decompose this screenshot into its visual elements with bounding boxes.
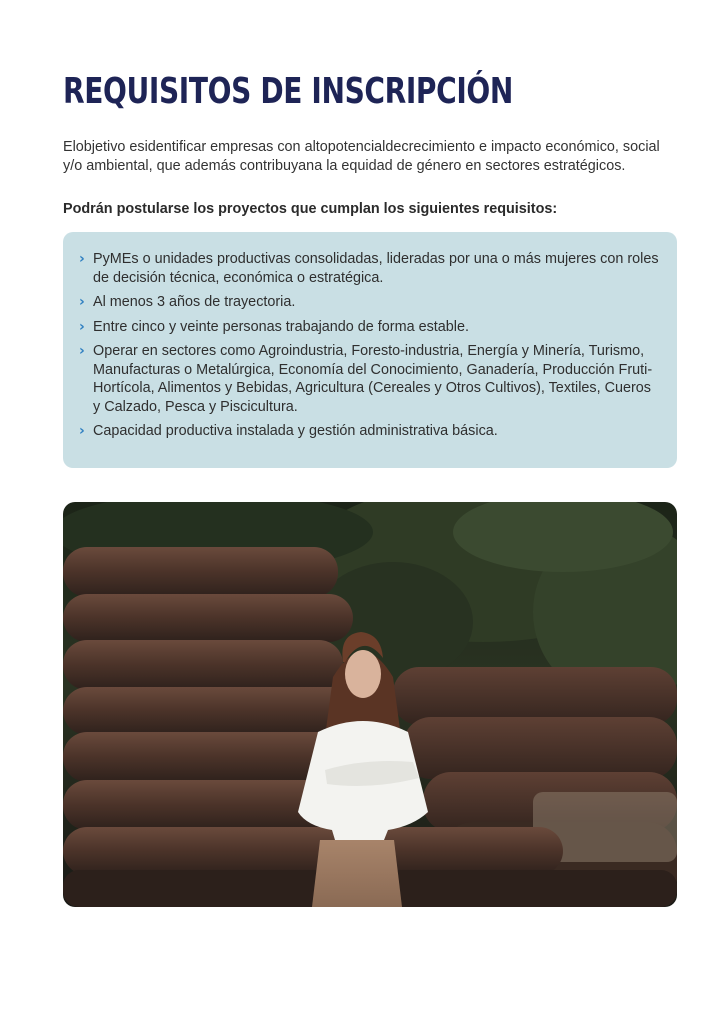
requirements-lead: Podrán postularse los proyectos que cumplan los siguientes requisitos: — [63, 201, 558, 217]
requirement-item — [79, 293, 659, 312]
requirements-box — [63, 232, 677, 468]
requirements-list — [79, 250, 659, 441]
woman-with-logs-photo — [63, 502, 677, 907]
requirement-text: Entre cinco y veinte personas trabajando de forma estable. — [93, 318, 469, 335]
chevron-right-icon: › — [79, 343, 85, 359]
requirement-item — [79, 318, 659, 337]
chevron-right-icon: › — [79, 294, 85, 310]
requirement-text: Al menos 3 años de trayectoria. — [93, 294, 296, 310]
chevron-right-icon: › — [79, 423, 85, 439]
chevron-right-icon: › — [79, 318, 85, 335]
page-title: REQUISITOS DE INSCRIPCIÓN — [63, 71, 513, 112]
requirement-item — [79, 342, 659, 416]
requirement-text: Operar en sectores como Agroindustria, Foresto-industria, Energía y Minería, Turismo, Manufacturas o Metalúrgica, Economía del Conocimiento, Ganadería, Producción Fruti-Hortícola, Alimentos y Bebidas, Agricultura (Cereales y Otros Cultivos), Textiles, Cueros y Calzado, Pesca y Piscicultura. — [93, 343, 653, 415]
intro-paragraph: Elobjetivo esidentificar empresas con altopotencialdecrecimiento e impacto económico, social y/o ambiental, que además contribuyana la equidad de género en sectores estratégicos. — [63, 139, 660, 174]
chevron-right-icon: › — [79, 251, 85, 267]
requirement-text: Capacidad productiva instalada y gestión administrativa básica. — [93, 423, 498, 439]
requirement-item — [79, 422, 659, 441]
requirement-text: PyMEs o unidades productivas consolidadas, lideradas por una o más mujeres con roles de decisión técnica, económica o estratégica. — [93, 251, 659, 286]
requirement-item — [79, 250, 659, 287]
